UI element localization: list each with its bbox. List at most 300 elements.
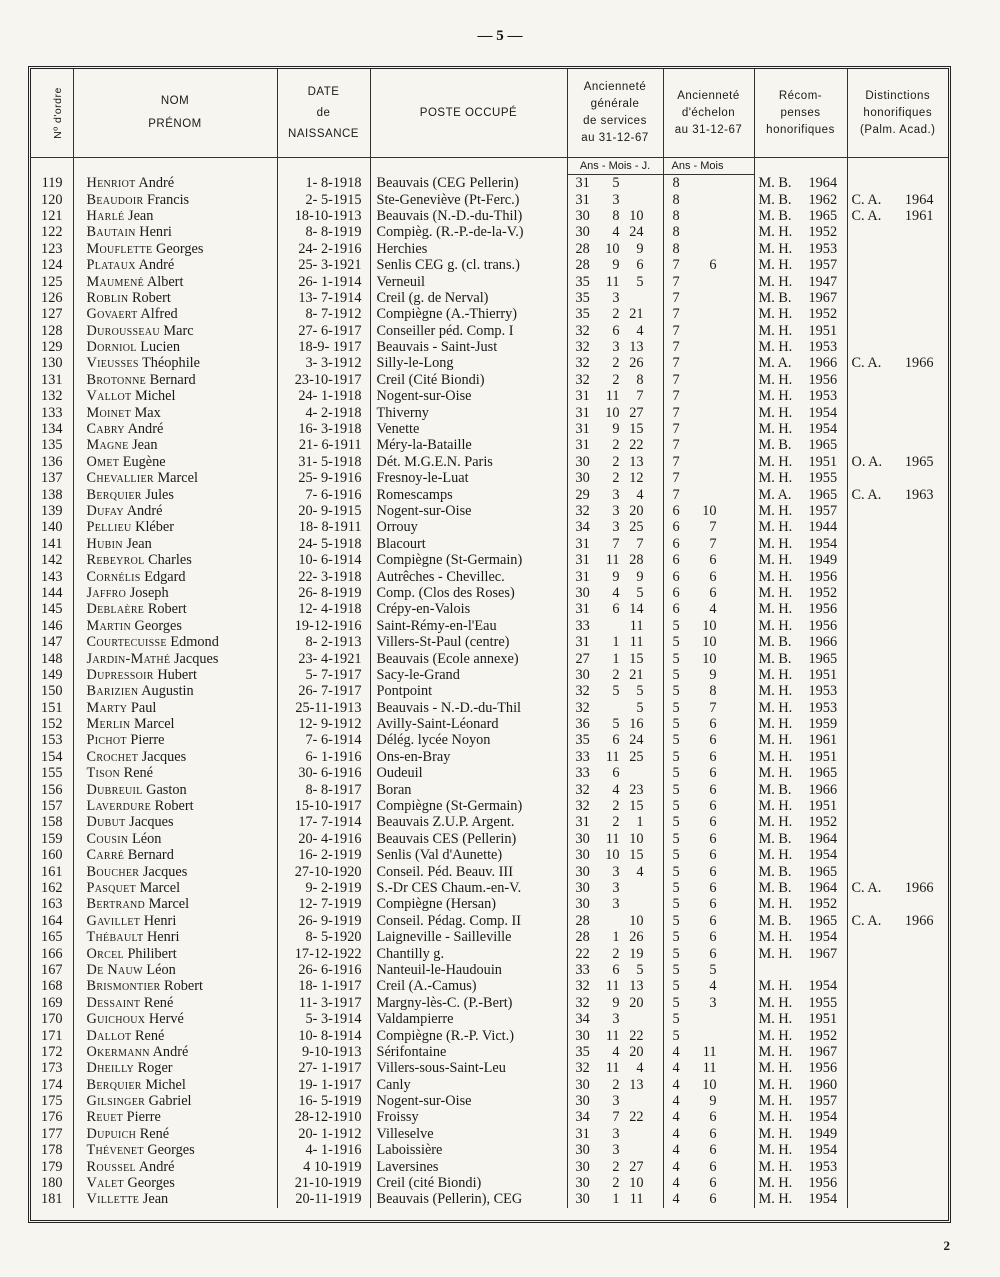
distinction-cell [847, 224, 948, 240]
post-held: Compiègne (St-Germain) [370, 552, 567, 568]
general-seniority [567, 1126, 663, 1142]
name-cell [73, 1076, 277, 1092]
ordre-number: 128 [41, 322, 63, 339]
seniority-years: 35 [575, 1043, 590, 1060]
award-type: M. H. [758, 1076, 793, 1093]
echelon-months: 10 [702, 1076, 717, 1093]
birth-date: 3- 3-1912 [277, 355, 370, 371]
birth-date: 27-10-1920 [277, 863, 370, 879]
birth-date: 8- 2-1913 [277, 634, 370, 650]
seniority-months: 3 [612, 863, 620, 880]
table-row [30, 404, 948, 420]
seniority-months: 6 [612, 765, 620, 782]
seniority-years: 32 [575, 994, 590, 1011]
seniority-days: 15 [629, 798, 644, 815]
seniority-years: 32 [575, 371, 590, 388]
echelon-seniority [663, 568, 754, 584]
award-type: M. H. [758, 257, 793, 274]
ordre-number: 152 [41, 716, 63, 733]
birth-date: 4 10-1919 [277, 1158, 370, 1174]
award-year: 1957 [808, 1093, 838, 1110]
name-cell [73, 1093, 277, 1109]
first-name: Alfred [140, 306, 178, 323]
award-year: 1954 [808, 1142, 838, 1159]
name-cell [73, 978, 277, 994]
seniority-years: 32 [575, 355, 590, 372]
award-year: 1956 [808, 1060, 838, 1077]
table-row [30, 1060, 948, 1076]
award-year: 1953 [808, 683, 838, 700]
echelon-months: 11 [702, 1060, 717, 1077]
award-type: M. H. [758, 371, 793, 388]
distinction-year: 1966 [904, 879, 934, 896]
distinction-cell [847, 765, 948, 781]
surname: Thévenet [86, 1142, 144, 1159]
award-type: M. B. [758, 634, 792, 651]
echelon-months: 10 [702, 617, 717, 634]
first-name: Robert [131, 289, 171, 306]
first-name: Hubert [157, 666, 198, 683]
birth-date: 19-12-1916 [277, 618, 370, 634]
surname: Orcel [86, 945, 124, 962]
echelon-years: 5 [672, 912, 680, 929]
ordre-number: 119 [41, 174, 63, 191]
distinction-cell [847, 1044, 948, 1060]
echelon-seniority [663, 962, 754, 978]
echelon-months: 10 [702, 650, 717, 667]
echelon-seniority [663, 1191, 754, 1207]
surname: Dessaint [86, 994, 141, 1011]
echelon-seniority [663, 700, 754, 716]
general-seniority [567, 1093, 663, 1109]
distinction-cell [847, 1011, 948, 1027]
surname: Roussel [86, 1158, 136, 1175]
first-name: Jules [145, 486, 174, 503]
first-name: Francis [147, 191, 190, 208]
table-row [30, 995, 948, 1011]
seniority-years: 32 [575, 1060, 590, 1077]
distinction-cell [847, 1027, 948, 1043]
echelon-months: 4 [709, 978, 717, 995]
first-name: René [139, 1125, 170, 1142]
ordre-number: 175 [41, 1093, 63, 1110]
ordre-number: 135 [41, 437, 63, 454]
echelon-months: 6 [709, 929, 717, 946]
echelon-months: 6 [709, 781, 717, 798]
echelon-seniority [663, 913, 754, 929]
award-type: M. H. [758, 1093, 793, 1110]
award-type: M. H. [758, 1109, 793, 1126]
seniority-years: 31 [575, 568, 590, 585]
post-held: Sérifontaine [370, 1044, 567, 1060]
surname: Boucher [86, 863, 140, 880]
seniority-years: 36 [575, 716, 590, 733]
seniority-months: 2 [612, 798, 620, 815]
distinction-cell [847, 781, 948, 797]
echelon-years: 6 [672, 503, 680, 519]
distinction-cell [847, 486, 948, 502]
echelon-years: 5 [672, 863, 680, 880]
award-type: M. H. [758, 1191, 793, 1208]
general-seniority [567, 601, 663, 617]
award-cell [754, 945, 847, 961]
post-held: Beauvais - Saint-Just [370, 339, 567, 355]
general-seniority [567, 1158, 663, 1174]
general-seniority [567, 995, 663, 1011]
birth-date: 5- 3-1914 [277, 1011, 370, 1027]
award-cell [754, 831, 847, 847]
distinction-type: O. A. [851, 453, 883, 470]
award-year: 1967 [808, 945, 838, 962]
award-cell [754, 732, 847, 748]
echelon-seniority [663, 175, 754, 192]
award-type: M. H. [758, 535, 793, 552]
distinction-cell [847, 1060, 948, 1076]
ordre-number: 180 [41, 1175, 63, 1192]
first-name: Jacques [142, 863, 188, 880]
surname: Thébault [86, 929, 144, 946]
birth-date: 7- 6-1916 [277, 486, 370, 502]
seniority-days: 9 [636, 568, 644, 585]
general-seniority [567, 781, 663, 797]
first-name: Georges [127, 1175, 175, 1192]
first-name: Georges [134, 617, 182, 634]
surname: Courtecuisse [86, 634, 167, 651]
general-seniority [567, 175, 663, 192]
first-name: André [138, 1158, 175, 1175]
first-name: André [138, 174, 175, 191]
post-held: Villers-St-Paul (centre) [370, 634, 567, 650]
seniority-days: 28 [629, 552, 644, 569]
award-cell [754, 273, 847, 289]
award-year: 1962 [808, 191, 838, 208]
award-year: 1953 [808, 388, 838, 405]
award-year: 1957 [808, 257, 838, 274]
seniority-days: 5 [636, 273, 644, 290]
first-name: Marcel [139, 879, 181, 896]
award-type: M. H. [758, 1158, 793, 1175]
distinction-cell [847, 749, 948, 765]
first-name: Hervé [148, 1011, 184, 1028]
name-cell [73, 913, 277, 929]
distinction-type: C. A. [851, 879, 882, 896]
name-cell [73, 470, 277, 486]
post-held: Creil (cité Biondi) [370, 1175, 567, 1191]
ordre-number: 144 [41, 584, 63, 601]
post-held: Beauvais (Pellerin), CEG [370, 1191, 567, 1207]
general-seniority [567, 847, 663, 863]
award-cell [754, 1044, 847, 1060]
seniority-years: 32 [575, 322, 590, 339]
personnel-table [30, 69, 948, 1208]
header-distinctions: Distinctions honorifiques (Palm. Acad.) [847, 69, 948, 158]
first-name: Augustin [141, 683, 194, 700]
echelon-years: 7 [672, 257, 680, 274]
ordre-number: 151 [41, 699, 63, 716]
general-seniority [567, 667, 663, 683]
seniority-months: 6 [612, 601, 620, 618]
name-cell [73, 437, 277, 453]
seniority-days: 23 [629, 781, 644, 798]
echelon-years: 7 [672, 371, 680, 388]
ordre-number: 133 [41, 404, 63, 421]
post-held: Laigneville - Sailleville [370, 929, 567, 945]
first-name: Charles [148, 552, 192, 569]
award-cell [754, 1191, 847, 1207]
award-year: 1965 [808, 486, 838, 503]
surname: Omet [86, 453, 120, 470]
seniority-days: 25 [629, 748, 644, 765]
award-cell [754, 896, 847, 912]
distinction-cell [847, 470, 948, 486]
echelon-years: 6 [672, 584, 680, 601]
post-held: Oudeuil [370, 765, 567, 781]
award-cell [754, 1027, 847, 1043]
seniority-days: 16 [629, 716, 644, 733]
seniority-years: 31 [575, 1125, 590, 1142]
seniority-days: 20 [629, 1043, 644, 1060]
general-seniority [567, 339, 663, 355]
general-seniority [567, 568, 663, 584]
echelon-years: 8 [672, 224, 680, 241]
first-name: Paul [130, 699, 157, 716]
award-cell [754, 421, 847, 437]
name-cell [73, 716, 277, 732]
birth-date: 26- 7-1917 [277, 683, 370, 699]
seniority-months: 1 [612, 1191, 620, 1208]
post-held: Senlis CEG g. (cl. trans.) [370, 257, 567, 273]
echelon-years: 7 [672, 289, 680, 306]
seniority-years: 30 [575, 666, 590, 683]
birth-date: 9- 2-1919 [277, 880, 370, 896]
echelon-years: 4 [672, 1158, 680, 1175]
echelon-months: 6 [709, 552, 717, 569]
echelon-years: 6 [672, 535, 680, 552]
echelon-years: 5 [672, 683, 680, 700]
echelon-months: 6 [709, 1191, 717, 1208]
distinction-cell [847, 372, 948, 388]
award-type: M. H. [758, 1125, 793, 1142]
echelon-seniority [663, 1060, 754, 1076]
birth-date: 20- 9-1915 [277, 503, 370, 519]
award-year: 1952 [808, 306, 838, 323]
seniority-days: 24 [629, 224, 644, 241]
table-row [30, 421, 948, 437]
surname: De Nauw [86, 961, 143, 978]
award-type: M. B. [758, 289, 792, 306]
ordre-number: 179 [41, 1158, 63, 1175]
surname: Roblin [86, 289, 129, 306]
award-type: M. H. [758, 1175, 793, 1192]
seniority-years: 32 [575, 339, 590, 356]
first-name: Bernard [149, 371, 196, 388]
distinction-cell [847, 536, 948, 552]
table-row [30, 388, 948, 404]
birth-date: 13- 7-1914 [277, 290, 370, 306]
award-cell [754, 290, 847, 306]
ordre-number: 134 [41, 421, 63, 438]
seniority-months: 2 [612, 666, 620, 683]
echelon-months: 7 [709, 519, 717, 536]
birth-date: 20- 4-1916 [277, 831, 370, 847]
ordre-number: 150 [41, 683, 63, 700]
seniority-months: 3 [612, 519, 620, 536]
seniority-days: 5 [636, 683, 644, 700]
echelon-seniority [663, 978, 754, 994]
award-type: M. H. [758, 748, 793, 765]
surname: Dupuich [86, 1125, 137, 1142]
award-type: M. H. [758, 732, 793, 749]
award-cell [754, 404, 847, 420]
first-name: Jean [126, 535, 152, 552]
seniority-days: 5 [636, 584, 644, 601]
seniority-months: 2 [612, 1076, 620, 1093]
surname: Valet [86, 1175, 124, 1192]
ordre-number: 171 [41, 1027, 63, 1044]
distinction-cell [847, 847, 948, 863]
seniority-days: 7 [636, 388, 644, 405]
echelon-years: 7 [672, 339, 680, 356]
table-row [30, 634, 948, 650]
ordre-number: 120 [41, 191, 63, 208]
seniority-years: 31 [575, 388, 590, 405]
distinction-year: 1964 [904, 191, 934, 208]
birth-date: 26- 8-1919 [277, 585, 370, 601]
seniority-years: 31 [575, 814, 590, 831]
table-row [30, 306, 948, 322]
award-cell [754, 552, 847, 568]
first-name: Bernard [127, 847, 174, 864]
table-row [30, 1044, 948, 1060]
name-cell [73, 634, 277, 650]
table-row [30, 1093, 948, 1109]
general-seniority [567, 1044, 663, 1060]
table-row [30, 208, 948, 224]
table-row [30, 929, 948, 945]
award-year: 1954 [808, 1109, 838, 1126]
general-seniority [567, 404, 663, 420]
seniority-years: 28 [575, 257, 590, 274]
distinction-type: C. A. [851, 912, 882, 929]
echelon-months: 6 [709, 1125, 717, 1142]
seniority-days: 21 [629, 666, 644, 683]
echelon-months: 6 [709, 748, 717, 765]
post-held: Blacourt [370, 536, 567, 552]
general-seniority [567, 1027, 663, 1043]
general-seniority [567, 634, 663, 650]
ordre-number: 126 [41, 289, 63, 306]
name-cell [73, 339, 277, 355]
seniority-days: 10 [629, 1175, 644, 1192]
echelon-months: 6 [709, 847, 717, 864]
general-seniority [567, 896, 663, 912]
seniority-days: 24 [629, 732, 644, 749]
echelon-years: 5 [672, 1011, 680, 1028]
award-cell [754, 1093, 847, 1109]
award-type: M. H. [758, 1060, 793, 1077]
distinction-cell [847, 732, 948, 748]
echelon-seniority [663, 437, 754, 453]
echelon-years: 7 [672, 355, 680, 372]
name-cell [73, 208, 277, 224]
surname: Plataux [86, 257, 136, 274]
name-cell [73, 306, 277, 322]
birth-date: 27- 6-1917 [277, 323, 370, 339]
echelon-years: 4 [672, 1109, 680, 1126]
table-row [30, 470, 948, 486]
post-held: Dét. M.G.E.N. Paris [370, 454, 567, 470]
award-type: M. B. [758, 207, 792, 224]
seniority-months: 5 [612, 175, 620, 192]
echelon-months: 6 [709, 798, 717, 815]
seniority-days: 13 [629, 453, 644, 470]
first-name: René [134, 1027, 165, 1044]
birth-date: 8- 5-1920 [277, 929, 370, 945]
award-type: M. A. [758, 486, 792, 503]
seniority-days: 27 [629, 404, 644, 421]
surname: Beaudoir [86, 191, 144, 208]
echelon-years: 5 [672, 847, 680, 864]
seniority-days: 26 [629, 929, 644, 946]
distinction-cell [847, 700, 948, 716]
echelon-years: 6 [672, 601, 680, 618]
general-seniority [567, 224, 663, 240]
award-year: 1954 [808, 847, 838, 864]
echelon-seniority [663, 224, 754, 240]
echelon-years: 6 [672, 519, 680, 536]
echelon-months: 6 [709, 814, 717, 831]
post-held: Beauvais (N.-D.-du-Thil) [370, 208, 567, 224]
seniority-years: 31 [575, 404, 590, 421]
surname: Dallot [86, 1027, 132, 1044]
award-type: M. H. [758, 339, 793, 356]
birth-date: 8- 8-1917 [277, 781, 370, 797]
distinction-cell [847, 978, 948, 994]
birth-date: 11- 3-1917 [277, 995, 370, 1011]
echelon-seniority [663, 552, 754, 568]
post-held: Laboissière [370, 1142, 567, 1158]
first-name: Max [134, 404, 161, 421]
echelon-seniority [663, 716, 754, 732]
seniority-months: 2 [612, 470, 620, 487]
birth-date: 12- 7-1919 [277, 896, 370, 912]
award-cell [754, 257, 847, 273]
award-year: 1949 [808, 1125, 838, 1142]
surname: Marty [86, 699, 128, 716]
echelon-seniority [663, 601, 754, 617]
surname: Rebeyrol [86, 552, 145, 569]
surname: Harlé [86, 207, 125, 224]
award-type: M. H. [758, 240, 793, 257]
seniority-months: 9 [612, 257, 620, 274]
surname: Bertrand [86, 896, 146, 913]
first-name: Robert [147, 601, 187, 618]
distinction-cell [847, 962, 948, 978]
seniority-months: 1 [612, 650, 620, 667]
echelon-years: 4 [672, 1093, 680, 1110]
distinction-year: 1966 [904, 355, 934, 372]
echelon-years: 5 [672, 1027, 680, 1044]
distinction-cell [847, 1158, 948, 1174]
seniority-years: 31 [575, 421, 590, 438]
echelon-months: 7 [709, 535, 717, 552]
table-row [30, 1175, 948, 1191]
surname: Govaert [86, 306, 138, 323]
award-cell [754, 847, 847, 863]
birth-date: 21-10-1919 [277, 1175, 370, 1191]
surname: Barizien [86, 683, 139, 700]
seniority-months: 1 [612, 634, 620, 651]
